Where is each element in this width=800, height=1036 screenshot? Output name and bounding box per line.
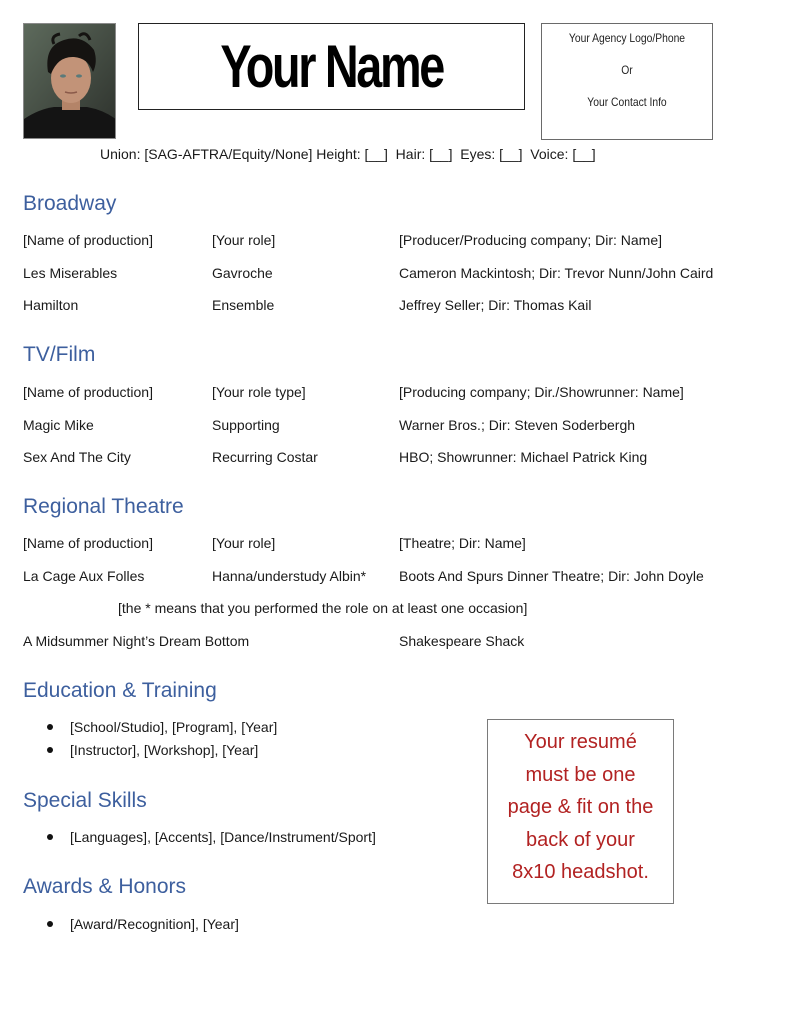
actor-name: Your Name [220, 32, 443, 100]
bullet-icon [47, 724, 53, 730]
agency-logo-phone-text: Your Agency Logo/Phone [568, 31, 686, 45]
credit-production-role: A Midsummer Night’s Dream Bottom [23, 633, 250, 649]
understudy-note: [the * means that you performed the role on at least one occasion] [118, 600, 528, 616]
contact-info-text: Your Contact Info [587, 95, 667, 109]
bullet-icon [47, 747, 53, 753]
skills-item-text: [Languages], [Accents], [Dance/Instrument/Sport] [70, 829, 376, 845]
headshot-photo [23, 23, 116, 139]
credit-production: La Cage Aux Folles [23, 568, 145, 584]
credit-role: Hanna/understudy Albin* [212, 568, 367, 584]
agency-or-text: Or [621, 63, 633, 77]
bullet-icon [47, 921, 53, 927]
credit-production: Magic Mike [23, 417, 94, 433]
credit-company: HBO; Showrunner: Michael Patrick King [399, 449, 648, 465]
education-item [47, 719, 277, 735]
headshot-image [24, 24, 116, 139]
credit-company: Cameron Mackintosh; Dir: Trevor Nunn/John Caird [399, 265, 714, 281]
bullet-icon [47, 834, 53, 840]
credit-company: Boots And Spurs Dinner Theatre; Dir: John Doyle [399, 568, 704, 584]
credit-company: Jeffrey Seller; Dir: Thomas Kail [399, 297, 592, 313]
education-item [47, 742, 258, 758]
awards-item [47, 916, 239, 932]
awards-item-text: [Award/Recognition], [Year] [70, 916, 239, 932]
credit-production: Sex And The City [23, 449, 131, 465]
callout-line: must be one [525, 763, 636, 786]
credit-company: Shakespeare Shack [399, 633, 525, 649]
credit-production: Les Miserables [23, 265, 118, 281]
agency-contact-box [541, 23, 713, 140]
credit-role: [Your role] [212, 535, 276, 551]
credit-role: [Your role] [212, 232, 276, 248]
section-heading-special-skills: Special Skills [23, 789, 147, 812]
credit-role: [Your role type] [212, 384, 306, 400]
section-heading-regional-theatre: Regional Theatre [23, 495, 184, 518]
name-box [138, 23, 525, 110]
skills-item [47, 829, 376, 845]
credit-production: [Name of production] [23, 232, 153, 248]
credit-production: [Name of production] [23, 535, 153, 551]
education-item-text: [School/Studio], [Program], [Year] [70, 719, 278, 735]
section-heading-tv-film: TV/Film [23, 343, 96, 366]
credit-company: [Theatre; Dir: Name] [399, 535, 526, 551]
resume-tip-callout [487, 719, 674, 904]
callout-line: Your resumé [524, 731, 637, 753]
stats-line: Union: [SAG-AFTRA/Equity/None] Height: [__] Hair: [__] Eyes: [__] Voice: [__] [100, 146, 596, 162]
education-item-text: [Instructor], [Workshop], [Year] [70, 742, 259, 758]
callout-line: back of your [526, 828, 635, 851]
section-heading-education: Education & Training [23, 679, 217, 702]
callout-line: page & fit on the [507, 796, 654, 818]
credit-company: Warner Bros.; Dir: Steven Soderbergh [399, 417, 636, 433]
credit-role: Ensemble [212, 297, 275, 313]
credit-role: Recurring Costar [212, 449, 318, 465]
callout-line: 8x10 headshot. [512, 861, 649, 883]
credit-company: [Producing company; Dir./Showrunner: Name] [399, 384, 684, 400]
credit-role: Supporting [212, 417, 280, 433]
section-heading-awards: Awards & Honors [23, 875, 187, 898]
credit-production: [Name of production] [23, 384, 153, 400]
credit-company: [Producer/Producing company; Dir: Name] [399, 232, 662, 248]
credit-role: Gavroche [212, 265, 273, 281]
credit-production: Hamilton [23, 297, 79, 313]
section-heading-broadway: Broadway [23, 192, 117, 215]
